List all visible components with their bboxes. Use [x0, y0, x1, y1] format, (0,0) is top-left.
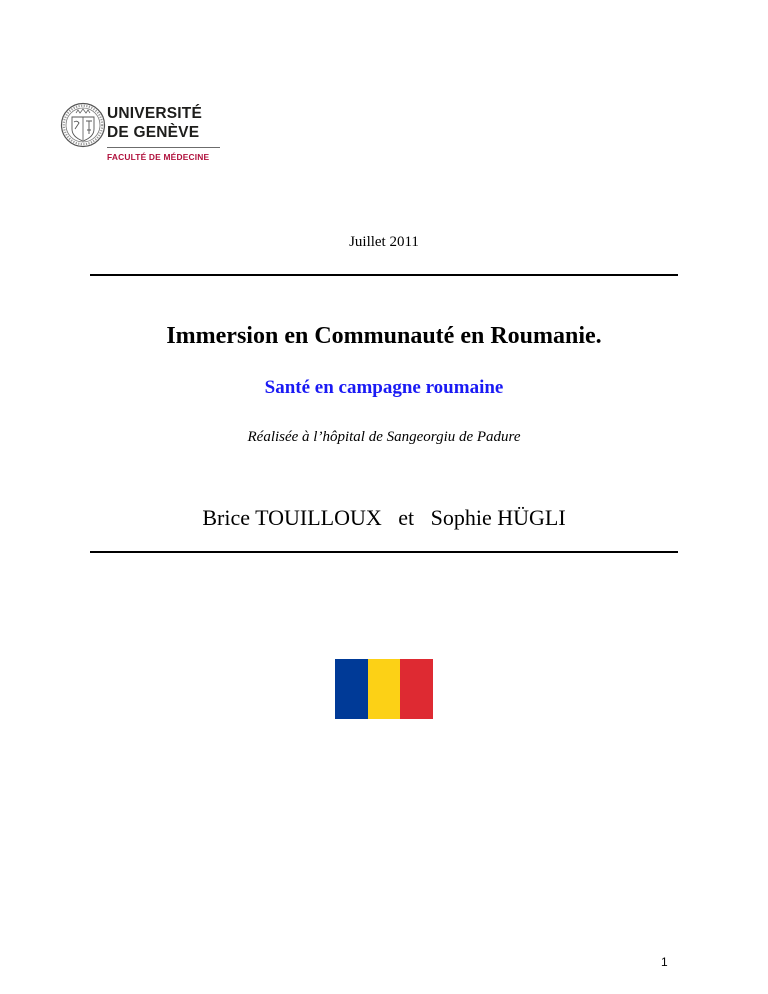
- document-place: Réalisée à l’hôpital de Sangeorgiu de Padure: [247, 429, 521, 445]
- top-divider: [90, 274, 678, 276]
- university-name: [107, 104, 202, 142]
- faculty-name: FACULTÉ DE MÉDECINE: [107, 152, 210, 162]
- flag-stripe-red: [400, 659, 433, 719]
- page-number: 1: [661, 955, 668, 969]
- bottom-divider: [90, 551, 678, 553]
- romanian-flag-icon: [335, 659, 433, 719]
- document-authors: Brice TOUILLOUX et Sophie HÜGLI: [202, 505, 566, 530]
- university-seal-icon: [60, 102, 106, 148]
- university-logo: [60, 102, 230, 164]
- document-title: Immersion en Communauté en Roumanie.: [166, 323, 602, 349]
- logo-divider: [107, 147, 220, 148]
- document-date: Juillet 2011: [349, 234, 419, 250]
- university-name-line2: DE GENÈVE: [107, 124, 200, 141]
- university-name-line1: UNIVERSITÉ: [107, 105, 203, 122]
- document-subtitle: Santé en campagne roumaine: [264, 377, 504, 398]
- flag-stripe-blue: [335, 659, 368, 719]
- flag-stripe-yellow: [368, 659, 401, 719]
